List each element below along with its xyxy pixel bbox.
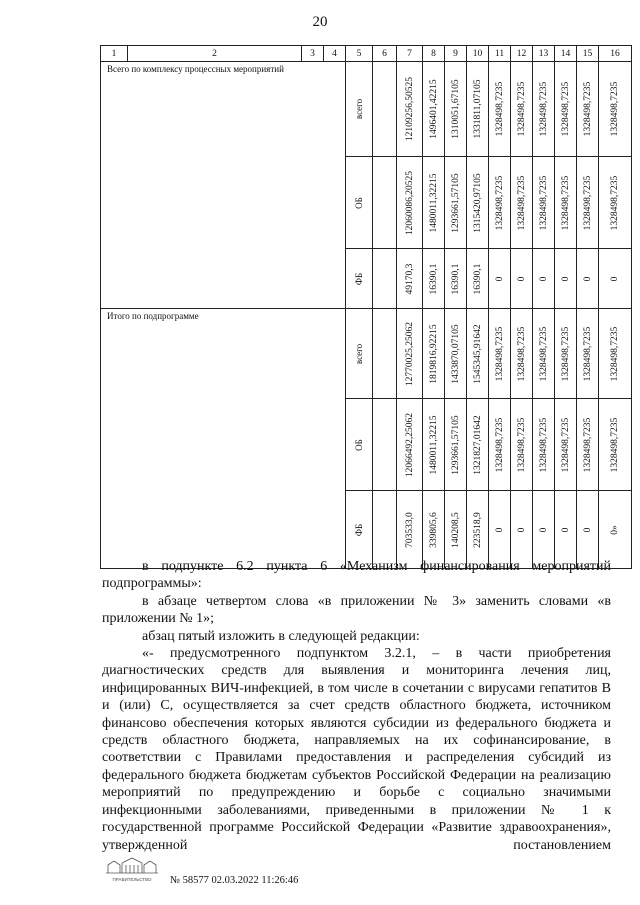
value-cell: 12066492,25062 <box>404 412 415 477</box>
paragraph: в подпункте 6.2 пункта 6 «Механизм финансирования мероприятий подпрограммы»: <box>102 559 611 592</box>
value-cell: 1328498,7235 <box>582 81 593 137</box>
document-registration-code: № 58577 02.03.2022 11:26:46 <box>170 875 299 886</box>
value-cell: 1328498,7235 <box>560 175 571 230</box>
value-cell: 1328498,7235 <box>560 326 571 381</box>
column-header: 3 <box>302 46 324 62</box>
value-cell: 1480011,32215 <box>428 414 439 475</box>
value-cell: 1328498,7235 <box>494 81 505 137</box>
value-cell: 1328498,7235 <box>494 175 505 230</box>
value-cell: 12109256,50525 <box>404 76 415 142</box>
paragraph: абзац пятый изложить в следующей редакции: <box>142 628 420 644</box>
value-cell: 0 <box>582 527 593 532</box>
government-stamp-logo <box>104 855 160 885</box>
value-cell: 1293661,57105 <box>450 172 461 233</box>
value-cell: 1328498,7235 <box>560 417 571 472</box>
row-name: всего <box>354 98 364 120</box>
value-cell: 49170,3 <box>404 263 415 294</box>
column-header: 16 <box>599 46 632 62</box>
value-cell: 0 <box>494 276 505 281</box>
value-cell: 16390,1 <box>450 263 461 294</box>
value-cell: 0 <box>516 276 527 281</box>
value-cell: 0 <box>494 527 505 532</box>
value-cell: 1328498,7235 <box>610 326 620 381</box>
column-header: 5 <box>346 46 373 62</box>
column-header: 2 <box>128 46 302 62</box>
value-cell: 140208,5 <box>450 511 461 548</box>
value-cell: 1328498,7235 <box>516 175 527 230</box>
section-label: Итого по подпрограмме <box>101 309 346 569</box>
value-cell: 1433870,07105 <box>450 323 461 384</box>
value-cell: 0 <box>538 276 549 281</box>
column-header: 14 <box>555 46 577 62</box>
value-cell: 1328498,7235 <box>538 175 549 230</box>
paragraph: в абзаце четвертом слова «в приложении № 3» заменить словами «в приложении № 1»; <box>102 593 611 627</box>
row-name: ФБ <box>354 523 364 536</box>
value-cell: 1819816,92215 <box>428 323 439 384</box>
value-cell: 703533,0 <box>404 511 415 548</box>
column-header: 1 <box>101 46 128 62</box>
row-name: ОБ <box>354 196 364 209</box>
value-cell: 1328498,7235 <box>516 417 527 472</box>
value-cell: 1545345,91642 <box>472 323 483 384</box>
value-cell: 1328498,7235 <box>538 81 549 137</box>
column-header: 9 <box>445 46 467 62</box>
value-cell: 1328498,7235 <box>494 326 505 381</box>
page-number: 20 <box>312 14 328 30</box>
value-cell: 1328498,7235 <box>610 81 620 137</box>
column-header: 12 <box>511 46 533 62</box>
value-cell: 1331811,07105 <box>472 79 483 139</box>
value-cell: 12060086,20525 <box>404 170 415 235</box>
value-cell: 0 <box>560 276 571 281</box>
value-cell: 16390,1 <box>428 263 439 294</box>
value-cell: 1328498,7235 <box>494 417 505 472</box>
column-header: 6 <box>373 46 397 62</box>
value-cell: 1315420,97105 <box>472 172 483 233</box>
value-cell: 1321827,01642 <box>472 414 483 475</box>
value-cell: 1310051,67105 <box>450 79 461 139</box>
value-cell: 12770025,25062 <box>404 321 415 386</box>
value-cell: 1328498,7235 <box>560 81 571 137</box>
table-row <box>101 309 632 399</box>
row-name: ОБ <box>354 438 364 451</box>
budget-table <box>100 45 632 569</box>
value-cell: 0 <box>538 527 549 532</box>
column-header: 13 <box>533 46 555 62</box>
svg-text:ПРАВИТЕЛЬСТВО: ПРАВИТЕЛЬСТВО <box>112 877 152 882</box>
column-header: 15 <box>577 46 599 62</box>
column-header: 11 <box>489 46 511 62</box>
table-row <box>101 62 632 157</box>
paragraph: «- предусмотренного подпунктом 3.2.1, – в части приобретения диагностических средств для выявления и мониторинга лечения лиц, инфицированных ВИЧ-инфекцией, в том числе в сочетании с вирусами гепатитов B и (или) C, осуществляется за счет средств областного бюджета, источником финансово обеспечения которых являются субсидии из федерального бюджета и средств областного бюджета, направляемых на их софинансирование, в соответствии с Правилами предоставления и распределения субсидий из федерального бюджета бюджетам субъектов Российской Федерации на реализацию мероприятий по предупреждению и борьбе с социально значимыми инфекционными заболеваниями, приведенными в приложении № 1 к государственной программе Российской Федерации «Развитие здравоохранения», утвержденной постановлением <box>102 646 611 853</box>
value-cell: 1496401,42215 <box>428 79 439 139</box>
value-cell: 1328498,7235 <box>582 175 593 230</box>
value-cell: 0 <box>582 276 593 281</box>
value-cell: 0 <box>610 276 620 281</box>
value-cell: 1328498,7235 <box>516 326 527 381</box>
row-name: ФБ <box>354 272 364 285</box>
value-cell: 1328498,7235 <box>538 326 549 381</box>
column-header: 4 <box>324 46 346 62</box>
row-name: всего <box>354 343 364 364</box>
column-header: 7 <box>397 46 423 62</box>
section-label: Всего по комплексу процессных мероприятий <box>101 62 346 309</box>
document-body <box>102 558 611 854</box>
value-cell: 1328498,7235 <box>582 326 593 381</box>
value-cell: 1328498,7235 <box>582 417 593 472</box>
value-cell: 16390,1 <box>472 263 483 294</box>
value-cell: 1328498,7235 <box>610 175 620 230</box>
value-cell: 0 <box>516 527 527 532</box>
value-cell: 1293661,57105 <box>450 414 461 475</box>
value-cell: 1328498,7235 <box>516 81 527 137</box>
value-cell: 0» <box>610 524 620 535</box>
value-cell: 339805,6 <box>428 511 439 548</box>
column-header: 8 <box>423 46 445 62</box>
value-cell: 223518,9 <box>472 511 483 548</box>
value-cell: 0 <box>560 527 571 532</box>
value-cell: 1328498,7235 <box>538 417 549 472</box>
table-header-row <box>101 46 632 62</box>
value-cell: 1480011,32215 <box>428 172 439 233</box>
value-cell: 1328498,7235 <box>610 417 620 472</box>
column-header: 10 <box>467 46 489 62</box>
